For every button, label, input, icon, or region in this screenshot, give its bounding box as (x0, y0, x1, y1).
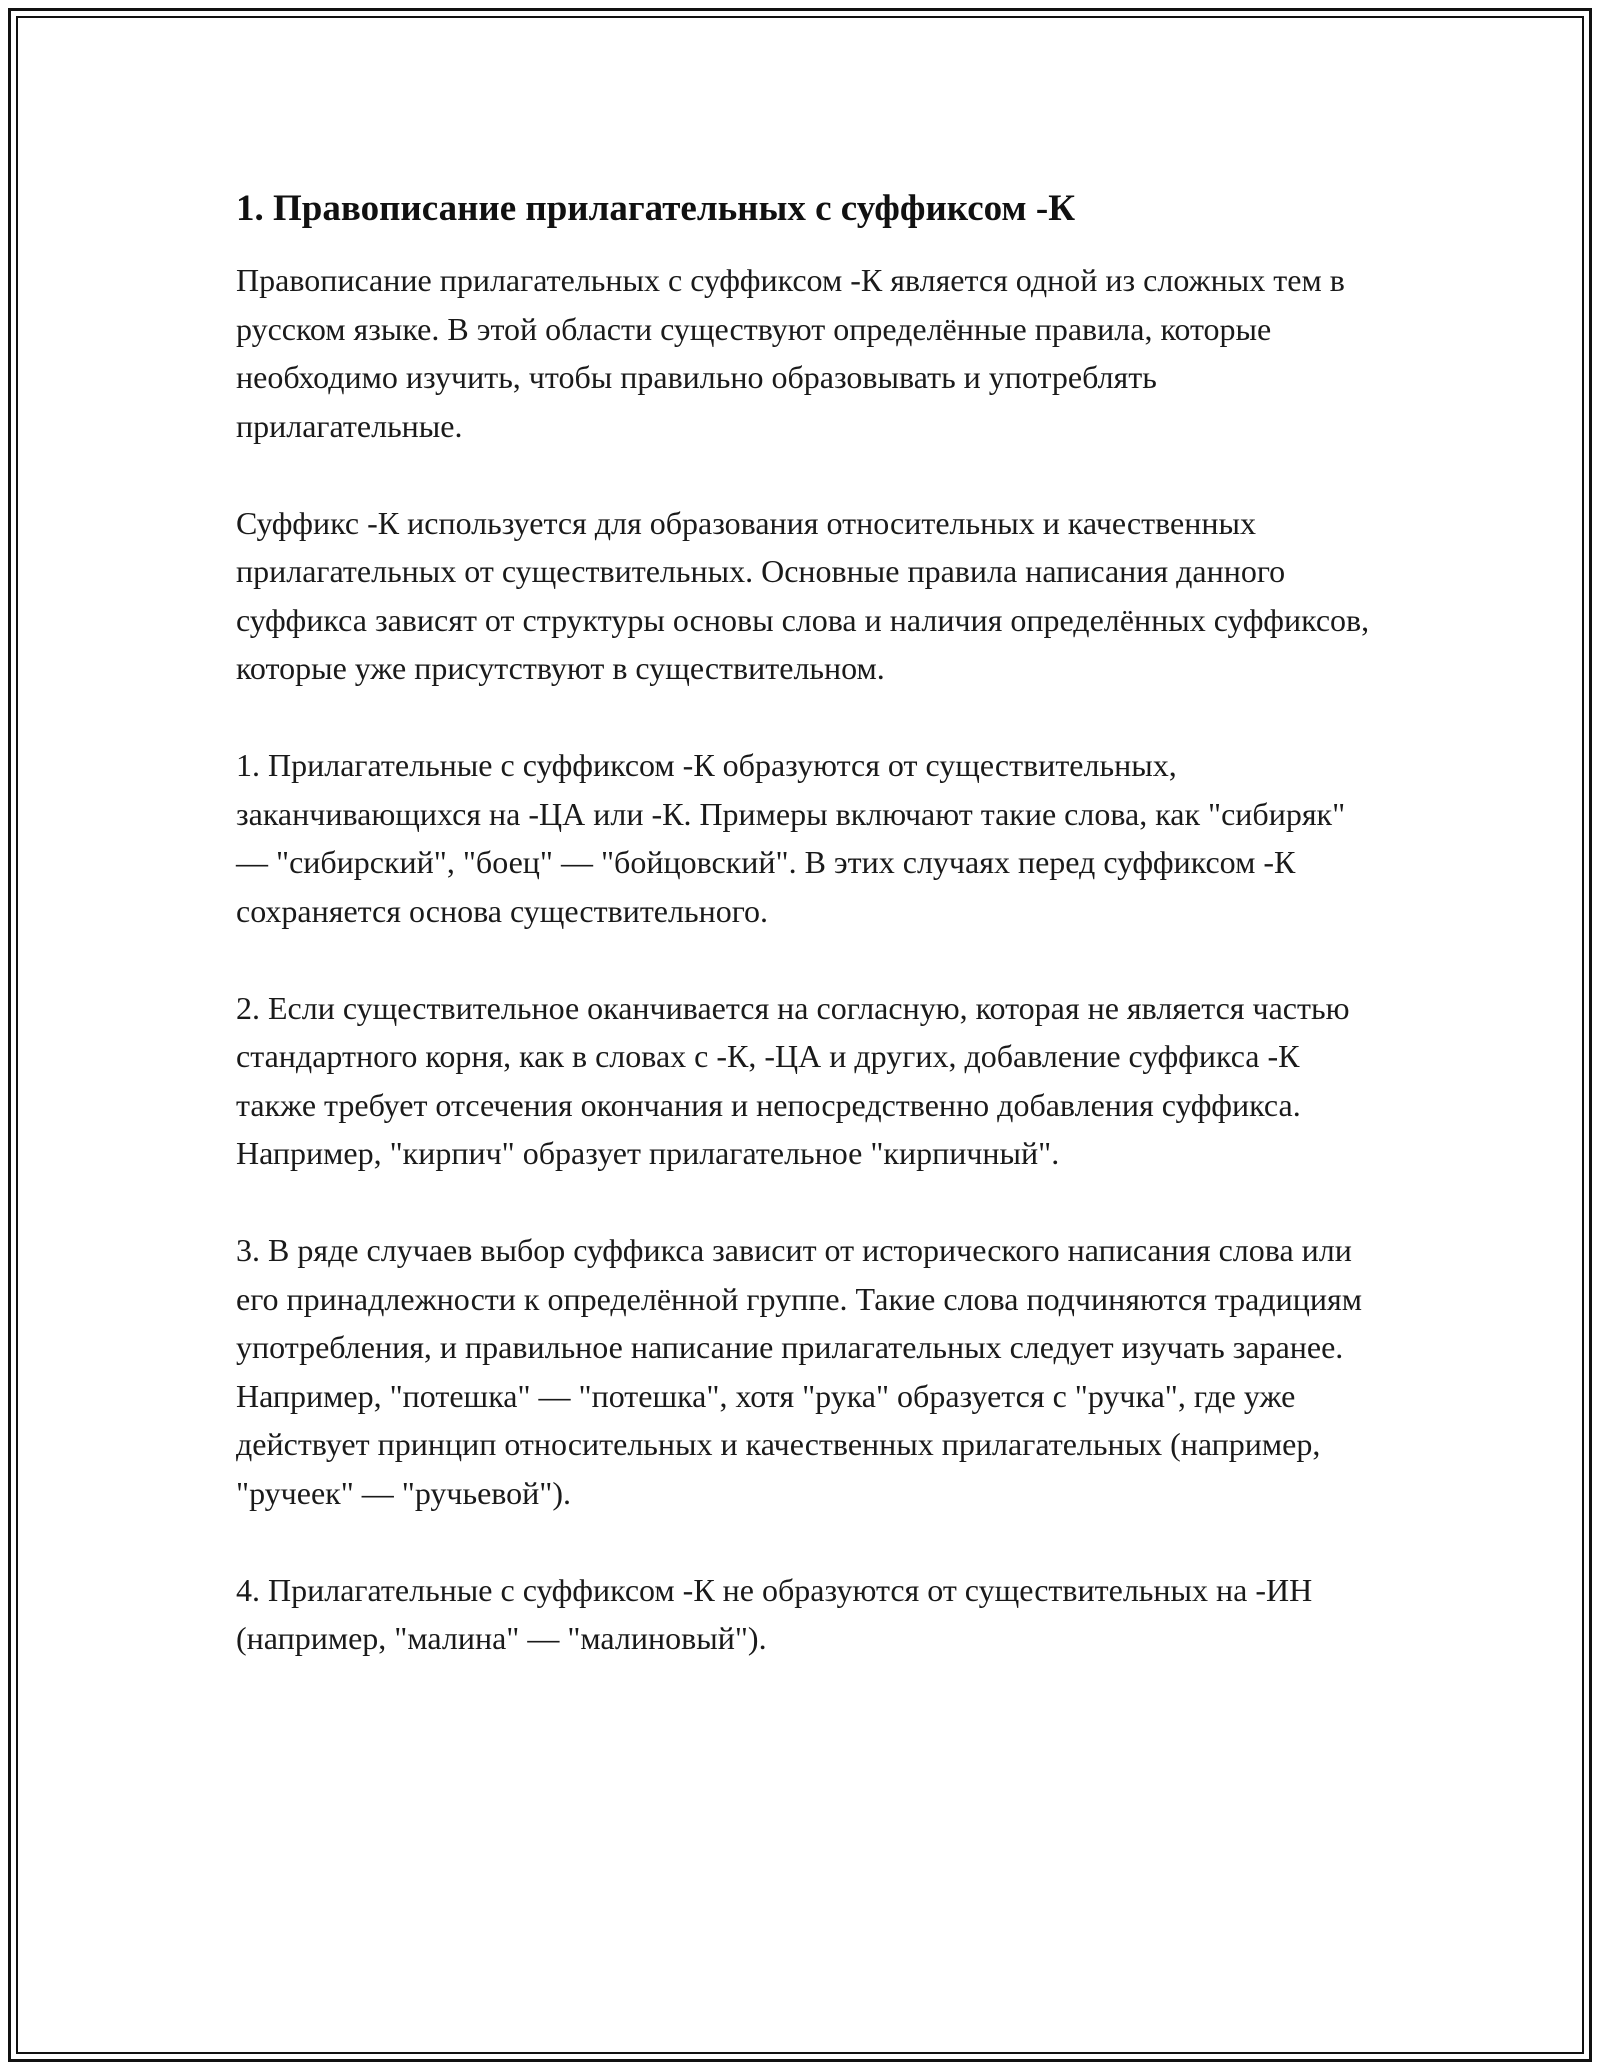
paragraph-rule-3: 3. В ряде случаев выбор суффикса зависит от исторического написания слова или его принадлежности к определённой группе. Такие слова подчиняются традициям употребления, и правильное написание прилагательных следует изучать заранее. Например, "потешка" — "потешка", хотя "рука" образуется с "ручка", где уже действует принцип относительных и качественных прилагательных (например, "ручеек" — "ручьевой"). (236, 1232, 1362, 1511)
section-heading: 1. Правописание прилагательных с суффиксом -К (236, 188, 1076, 229)
paragraph-intro: Правописание прилагательных с суффиксом -К является одной из сложных тем в русском языке. В этой области существуют определённые правила, которые необходимо изучить, чтобы правильно образовывать и употреблять прилагательные. (236, 262, 1345, 444)
paragraph-rule-4: 4. Прилагательные с суффиксом -К не образуются от существительных на -ИН (например, "малина" — "малиновый"). (236, 1571, 1313, 1656)
document-body (236, 186, 1376, 1711)
paragraph-rule-1: 1. Прилагательные с суффиксом -К образуются от существительных, заканчивающихся на -ЦА или -К. Примеры включают такие слова, как "сибиряк" — "сибирский", "боец" — "бойцовский". В этих случаях перед суффиксом -К сохраняется основа существительного. (236, 747, 1346, 929)
paragraph-suffix-usage: Суффикс -К используется для образования относительных и качественных прилагательных от существительных. Основные правила написания данного суффикса зависят от структуры основы слова и наличия определённых суффиксов, которые уже присутствуют в существительном. (236, 504, 1370, 686)
paragraph-rule-2: 2. Если существительное оканчивается на согласную, которая не является частью стандартного корня, как в словах с -К, -ЦА и других, добавление суффикса -К также требует отсечения окончания и непосредственно добавления суффикса. Например, "кирпич" образует прилагательное "кирпичный". (236, 989, 1350, 1171)
